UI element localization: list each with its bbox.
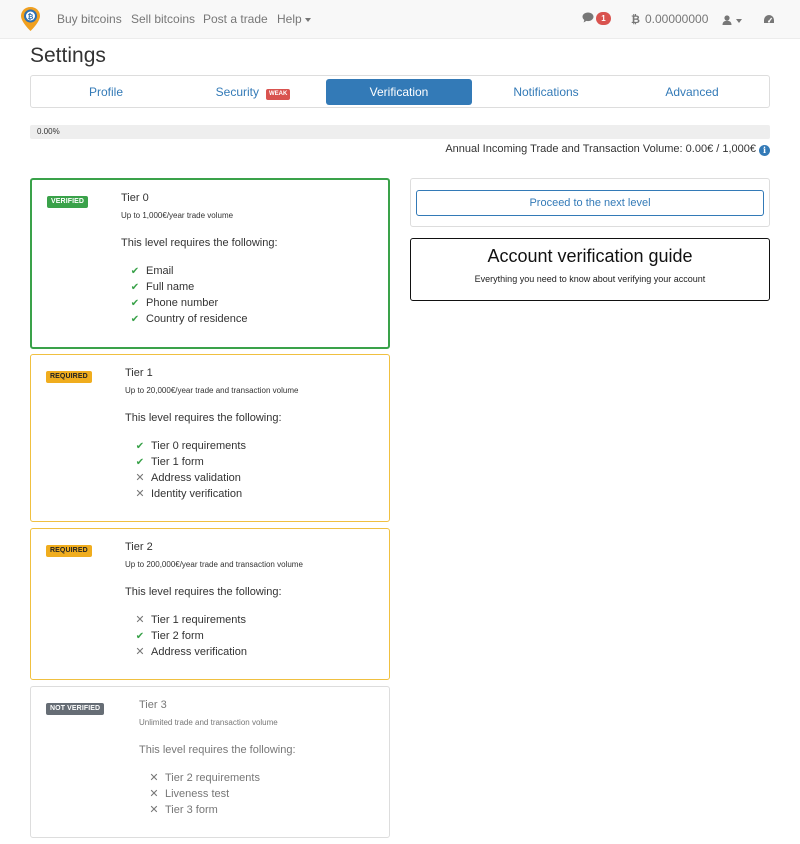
list-item — [149, 770, 260, 786]
site-logo[interactable] — [21, 7, 40, 31]
status-badge: REQUIRED — [46, 545, 92, 557]
tier-requirements-title: This level requires the following: — [121, 237, 278, 249]
verification-guide-link[interactable] — [410, 238, 770, 301]
list-item — [135, 438, 246, 454]
tier-requirements-title: This level requires the following: — [125, 586, 282, 598]
check-icon: ✔ — [130, 314, 140, 325]
dashboard-gauge-icon — [763, 14, 775, 24]
nav-post-a-trade[interactable]: Post a trade — [203, 12, 268, 26]
close-icon: ✕ — [149, 772, 159, 784]
tier-volume: Unlimited trade and transaction volume — [139, 718, 278, 727]
list-item — [130, 311, 248, 327]
settings-tabs — [30, 75, 770, 108]
status-badge: NOT VERIFIED — [46, 703, 104, 715]
progress-label: 0.00% — [37, 127, 60, 136]
tier-card-0 — [30, 178, 390, 349]
top-navbar — [0, 0, 800, 39]
status-badge: VERIFIED — [47, 196, 88, 208]
security-weak-badge: WEAK — [266, 89, 290, 100]
tab-security[interactable] — [180, 79, 326, 105]
list-item — [135, 612, 247, 628]
tab-label: Verification — [369, 85, 429, 99]
close-icon: ✕ — [149, 788, 159, 800]
volume-progress-bar — [30, 125, 770, 139]
list-item — [135, 628, 247, 644]
check-icon: ✔ — [130, 282, 140, 293]
close-icon: ✕ — [135, 488, 145, 500]
close-icon: ✕ — [135, 472, 145, 484]
chat-bubble-icon — [582, 12, 594, 23]
requirement-label: Identity verification — [151, 488, 243, 500]
chevron-down-icon — [736, 19, 742, 23]
tab-label: Notifications — [513, 85, 579, 99]
requirements-list — [149, 770, 260, 818]
annual-volume-label: Annual Incoming Trade and Transaction Volume: 0.00€ / 1,000€ — [445, 143, 756, 155]
requirement-label: Tier 1 form — [151, 456, 204, 468]
requirement-label: Tier 1 requirements — [151, 614, 246, 626]
bitcoin-icon: ₿ — [631, 14, 640, 26]
check-icon: ✔ — [130, 266, 140, 277]
close-icon: ✕ — [135, 614, 145, 626]
guide-subtitle: Everything you need to know about verifying your account — [474, 274, 706, 284]
annual-volume-text — [445, 143, 770, 156]
tier-name: Tier 3 — [139, 699, 167, 711]
balance-value: 0.00000000 — [644, 12, 709, 26]
svg-text:₿: ₿ — [27, 14, 34, 21]
tier-card-2 — [30, 528, 390, 680]
nav-help-dropdown[interactable] — [277, 12, 311, 26]
list-item — [135, 486, 246, 502]
tier-volume: Up to 200,000€/year trade and transaction volume — [125, 560, 303, 569]
requirements-list — [135, 438, 246, 502]
requirement-label: Phone number — [146, 297, 219, 309]
proceed-next-level-button[interactable]: Proceed to the next level — [416, 190, 764, 216]
nav-messages[interactable] — [582, 11, 611, 25]
tab-label: Profile — [88, 85, 123, 99]
list-item — [135, 644, 247, 660]
check-icon: ✔ — [135, 441, 145, 452]
tier-requirements-title: This level requires the following: — [139, 744, 296, 756]
message-count-badge: 1 — [596, 12, 611, 25]
nav-buy-bitcoins[interactable]: Buy bitcoins — [57, 12, 122, 26]
requirement-label: Country of residence — [146, 313, 248, 325]
tab-verification[interactable] — [326, 79, 472, 105]
status-badge: REQUIRED — [46, 371, 92, 383]
guide-title: Account verification guide — [487, 246, 693, 266]
nav-sell-bitcoins[interactable]: Sell bitcoins — [131, 12, 196, 26]
info-icon[interactable]: i — [759, 145, 770, 156]
requirement-label: Address verification — [151, 646, 247, 658]
tier-volume: Up to 20,000€/year trade and transaction volume — [125, 386, 299, 395]
requirements-list — [135, 612, 247, 660]
tier-name: Tier 1 — [125, 367, 153, 379]
nav-dashboard[interactable] — [763, 13, 775, 27]
tier-card-3 — [30, 686, 390, 838]
list-item — [130, 279, 248, 295]
tier-requirements-title: This level requires the following: — [125, 412, 282, 424]
check-icon: ✔ — [130, 298, 140, 309]
requirement-label: Tier 2 requirements — [165, 772, 260, 784]
list-item — [130, 263, 248, 279]
nav-user-dropdown[interactable] — [722, 13, 742, 27]
user-icon — [722, 15, 732, 25]
list-item — [130, 295, 248, 311]
tier-card-1 — [30, 354, 390, 522]
tier-volume: Up to 1,000€/year trade volume — [121, 211, 234, 220]
requirement-label: Tier 2 form — [151, 630, 204, 642]
chevron-down-icon — [305, 18, 311, 22]
tab-label: Security — [215, 85, 259, 99]
check-icon: ✔ — [135, 457, 145, 468]
close-icon: ✕ — [149, 804, 159, 816]
requirement-label: Address validation — [151, 472, 241, 484]
tier-name: Tier 2 — [125, 541, 153, 553]
list-item — [149, 802, 260, 818]
list-item — [135, 470, 246, 486]
close-icon: ✕ — [135, 646, 145, 658]
requirement-label: Tier 0 requirements — [151, 440, 246, 452]
requirement-label: Full name — [146, 281, 195, 293]
nav-balance[interactable] — [631, 12, 708, 26]
requirement-label: Email — [146, 265, 174, 277]
list-item — [149, 786, 260, 802]
requirement-label: Liveness test — [165, 788, 230, 800]
tier-name: Tier 0 — [121, 192, 149, 204]
page-title: Settings — [30, 44, 106, 67]
requirements-list — [130, 263, 248, 327]
check-icon: ✔ — [135, 631, 145, 642]
proceed-panel — [410, 178, 770, 227]
tab-notifications[interactable] — [473, 79, 619, 105]
requirement-label: Tier 3 form — [165, 804, 218, 816]
list-item — [135, 454, 246, 470]
nav-help-label: Help — [277, 12, 302, 26]
tab-profile[interactable] — [33, 79, 179, 105]
tab-advanced[interactable] — [619, 79, 765, 105]
tab-label: Advanced — [665, 85, 719, 99]
